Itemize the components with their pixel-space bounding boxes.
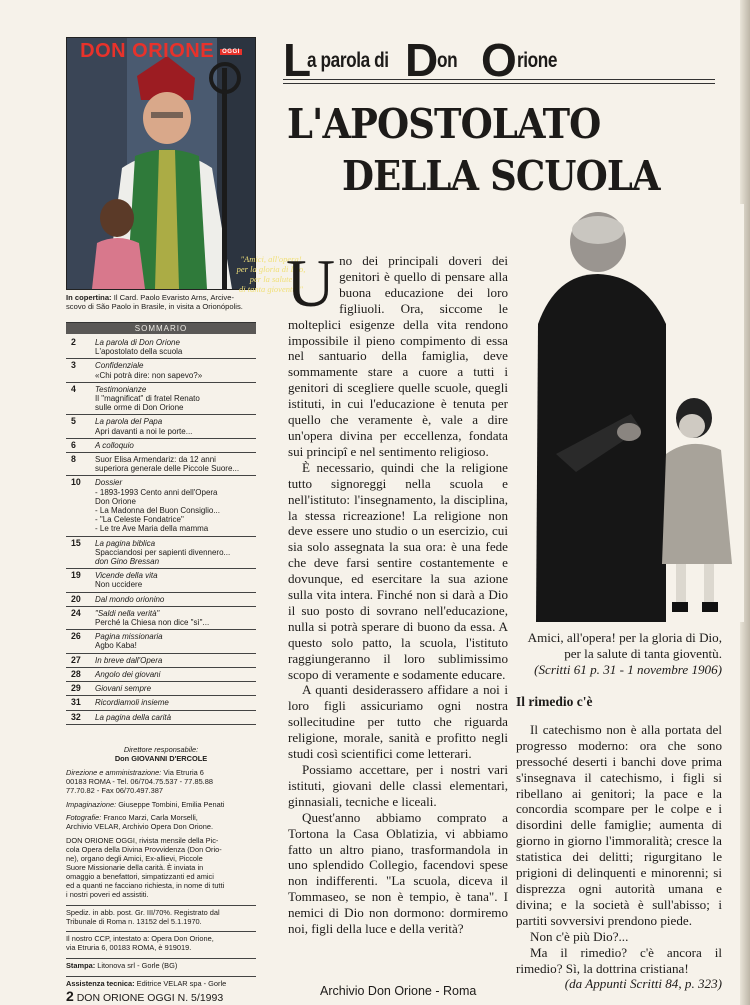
toc-row[interactable]: 5 La parola del Papa Apri davanti a noi le porte... (66, 415, 256, 438)
priest-and-child-photo (516, 204, 744, 622)
cover-caption: In copertina: Il Card. Paolo Evaristo Arns, Arcive- scovo di São Paolo in Brasile, in visita a Orionópolis. (66, 293, 243, 312)
toc-row[interactable]: 24 "Saldi nella verità" Perché la Chiesa non dice "sì"... (66, 607, 256, 630)
toc-row[interactable]: 8 Suor Elisa Armendariz: da 12 anni superiora generale delle Piccole Suore... (66, 453, 256, 476)
table-of-contents (66, 322, 256, 725)
toc-row[interactable]: 4 Testimonianze Il "magnificat" di fratel Renato sulle orme di Don Orione (66, 383, 256, 416)
page-footer: 2 DON ORIONE OGGI N. 5/1993 (66, 988, 224, 1004)
cover-masthead: DON ORIONE OGGI (80, 40, 240, 62)
article-column-1: Uno dei principali doveri dei genitori è quello di pensare alla buona educazione dei loro figliuoli. Ora, siccome le molteplici esigenze della vita rendono impossibile il pieno compimento di essa nel santuario della famiglia, deve sommamente stare a cuore a tutti i genitori di scegliere quelle scuole, quegli istituti, in cui l'educazione è tenuta per quello che veramente è, vale a dire un'opera divina per eccellenza, fondata sui principî e nel sentimento religioso. È necessario, quindi che la religione tutto signoreggi nella scuola e nell'istituto: l'insegnamento, la disciplina, la stessa ricreazione! La religione non deve essere uno studio o un esercizio, cui sia solo assegnata la sua ora: è una fede che deve farsi sentire costantemente e dovunque, ed esercitare la sua azione sulla vita intera. Finché non si darà a Dio il suo posto di sovrano nell'educazione, nulla si potrà sperare di buono da essa. A questo solo patto, la scuola, l'istituto raggiungeranno il loro sublimissimo scopo di veramente e sodamente educare. A quanti desiderassero affidare a noi i loro figli assicuriamo ogni nostra sollecitudine per tutto che riguarda religione, morale, sanità e profitto negli studi così scientifici come letterari. Possiamo accettare, per i nostri vari istituti, giovani delle classi elementari, ginnasiali, tecniche e liceali. Quest'anno abbiamo comprato a Tortona la Casa Oblatizia, vi abbiamo fatto un altro piano, trasformandola in uno splendido Collegio, facendovi spese non indifferenti. "La scuola, diceva il Tommaseo, se non è tempio, è tana". I nemici di Dio non dormono: dormiremo noi, figli della luce e della verità? (286, 245, 508, 937)
toc-row[interactable]: 29 Giovani sempre (66, 682, 256, 696)
cover-image (66, 37, 306, 294)
article-title-line-2: DELLA SCUOLA (342, 152, 660, 200)
photo-caption: Amici, all'opera! per la gloria di Dio, per la salute di tanta gioventù. (Scritti 61 p. 31 - 1 novembre 1906) (527, 630, 722, 677)
toc-row[interactable]: 15 La pagina biblica Spacciandosi per sapienti divennero... don Gino Bressan (66, 537, 256, 570)
toc-row[interactable]: 6 A colloquio (66, 439, 256, 453)
article-photo (516, 204, 744, 622)
archive-note: Archivio Don Orione - Roma (320, 984, 477, 998)
cover-quote: "Amici, all'opera! per la gloria di Dio, per la salute di tanta gioventù!" (236, 254, 306, 294)
article-column-2: Il rimedio c'è Il catechismo non è alla portata del progresso moderno: ora che sono pressoché deserti i banchi dove prima s'insegnava il catechismo, i figli si ribellano ai genitori; la pace e la concordia scompare per le colpe e i disordini delle famiglie; aumenta di giorno in giorno l'immoralità; cresce la statistica dei delitti; rigurgitano le prigioni di delinquenti e minorenni; si disprezza ogni autorità umana e divina; e la società è sull'abisso; i partiti sovversivi prendono piede. Non c'è più Dio?... Ma il rimedio? c'è ancora il rimedio? Sì, la dottrina cristiana! (da Appunti Scritti 84, p. 323) (516, 694, 722, 992)
toc-row[interactable]: 31 Ricordiamoli insieme (66, 696, 256, 710)
section-rubric: L a parola di D on O rione (283, 34, 715, 90)
toc-heading: SOMMARIO (66, 323, 256, 334)
subheading: Il rimedio c'è (516, 694, 593, 709)
cover-photo-illustration (67, 38, 255, 289)
masthead-credits: Direttore responsabile: Don GIOVANNI D'ERCOLE Direzione e amministrazione: Via Etruria 6 00183 ROMA - Tel. 06/704.75.537 - 77.85.88 77.70.82 - Fax 06/70.497.387 Impaginazione: Giuseppe Tombini, Emilia Penati Fotografie: Franco Marzi, Carla Morselli, Archivio VELAR, Archivio Opera Don Orione. DON ORIONE OGGI, rivista mensile della Pic- cola Opera della Divina Provvidenza (Don Orio- ne), organo degli Amici, Ex-allievi, Piccole Suore Missionarie della carità. È inviata in omaggio a benefattori, simpatizzanti ed amici ed a quanti ne facciano richiesta, in nome di tutti i nostri poveri ed assistiti. Spediz. in abb. post. Gr. III/70%. Registrato dal Tribunale di Roma n. 13152 del 5.1.1970. Il nostro CCP, intestato a: Opera Don Orione, via Etruria 6, 00183 ROMA, è 919019. Stampa: Litonova srl - Gorle (BG) Assistenza tecnica: Editrice VELAR spa - Gorle (66, 746, 256, 994)
toc-row[interactable]: 20 Dal mondo orionino (66, 593, 256, 607)
toc-row[interactable]: 32 La pagina della carità (66, 711, 256, 725)
toc-row[interactable]: 27 In breve dall'Opera (66, 654, 256, 668)
toc-row[interactable]: 19 Vicende della vita Non uccidere (66, 569, 256, 592)
drop-cap: U (286, 245, 336, 321)
toc-row[interactable]: 28 Angolo dei giovani (66, 668, 256, 682)
toc-row[interactable]: 3 Confidenziale «Chi potrà dire: non sapevo?» (66, 359, 256, 382)
toc-row[interactable]: 10 Dossier - 1893-1993 Cento anni dell'Opera Don Orione - La Madonna del Buon Consiglio... - "La Celeste Fondatrice" - Le tre Ave Maria della mamma (66, 476, 256, 536)
toc-row[interactable]: 26 Pagina missionaria Agbo Kaba! (66, 630, 256, 653)
article-title-line-1: L'APOSTOLATO (287, 100, 601, 148)
toc-row[interactable]: 2 La parola di Don Orione L'apostolato della scuola (66, 336, 256, 359)
